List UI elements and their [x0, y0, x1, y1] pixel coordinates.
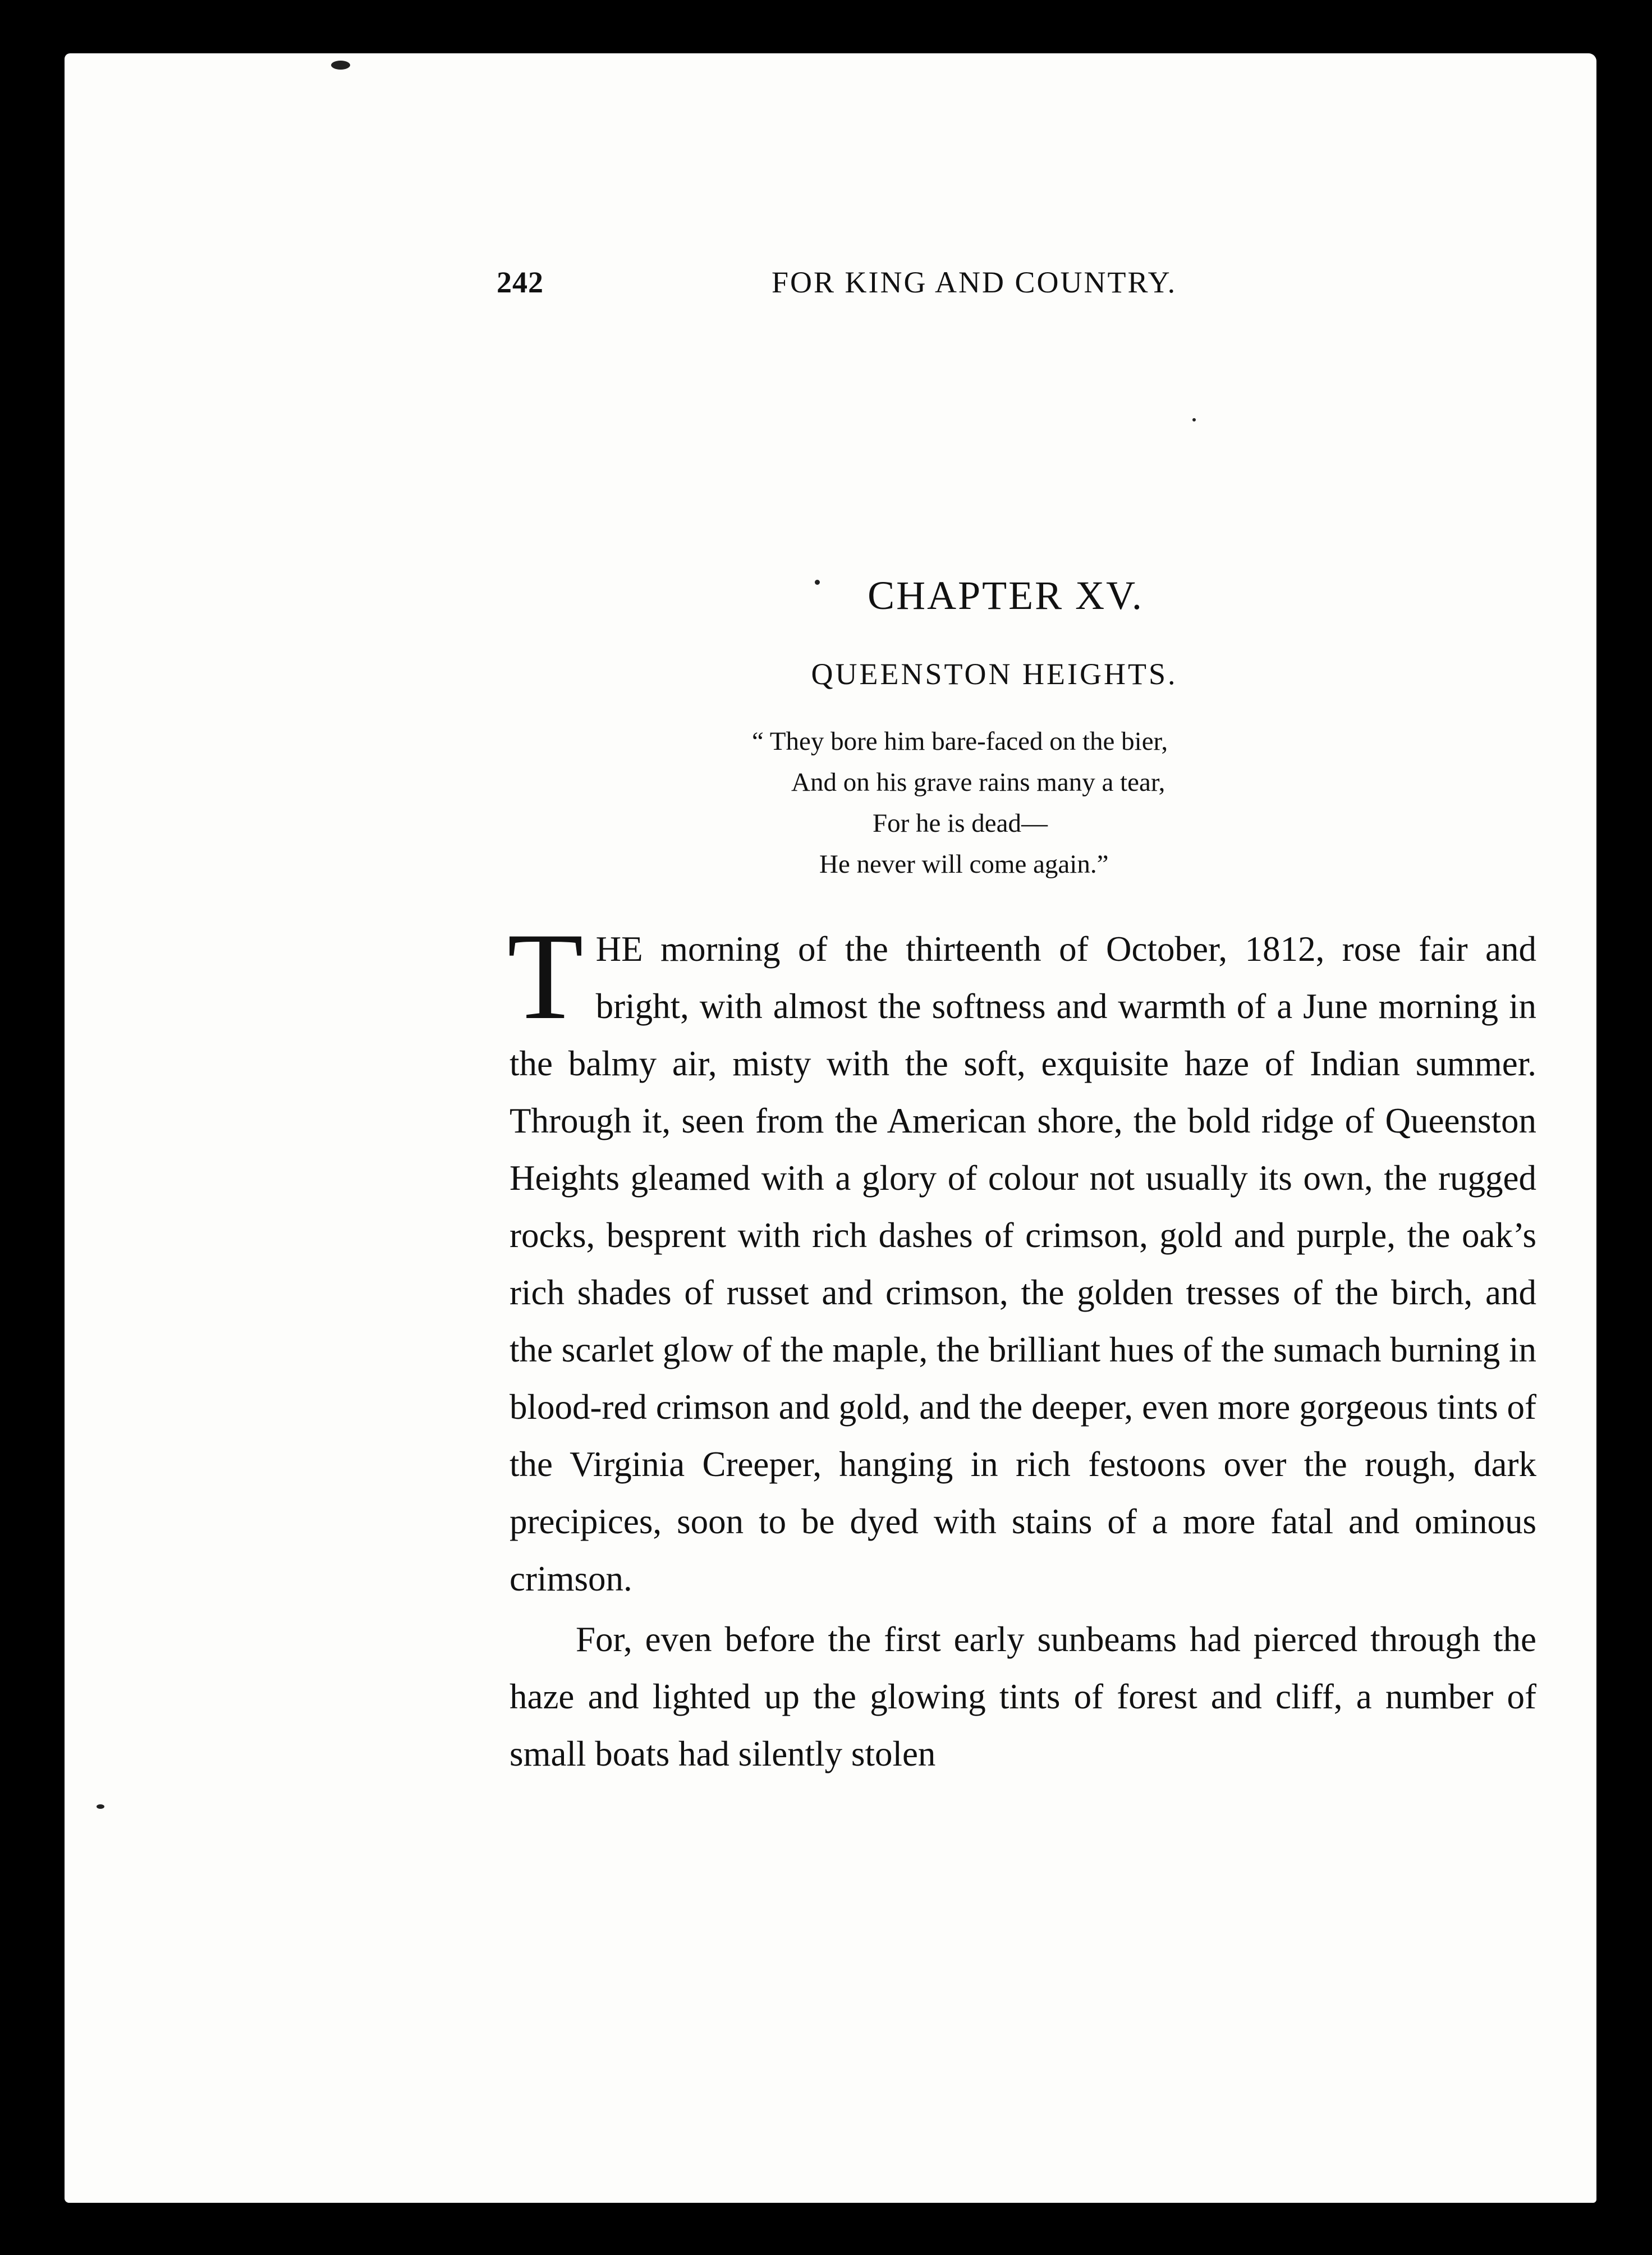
epigraph-line: He never will come again.” — [819, 850, 1109, 879]
running-head: FOR KING AND COUNTRY. — [772, 265, 1177, 299]
page-number: 242 — [497, 265, 544, 299]
chapter-title: CHAPTER XV. — [868, 573, 1144, 618]
scan-speck — [815, 580, 820, 585]
scan-speck — [97, 1804, 104, 1809]
paragraph: THE morning of the thirteenth of October, 1812, rose fair and bright, with almost the softness and warmth of a June morning in the balmy air, misty with the soft, exquisite haze of Indian summer. Through it, seen from the American shore, the bold ridge of Queenston Heights gleamed with a glory of colour not usually its own, the rugged rocks, besprent with rich dashes of crimson, gold and purple, the oak’s rich shades of russet and crimson, the golden tresses of the birch, and the scarlet glow of the maple, the brilliant hues of the sumach burning in blood-red crimson and gold, and the deeper, even more gorgeous tints of the Virginia Creeper, hanging in rich festoons over the rough, dark precipices, soon to be dyed with stains of a more fatal and ominous crimson. — [507, 907, 1537, 1598]
paragraph: For, even before the first early sunbeams had pierced through the haze and lighted up the glowing tints of forest and cliff, a number of small boats had silently stolen — [510, 1620, 1536, 1773]
scan-speck — [1192, 418, 1196, 421]
epigraph-line: “ They bore him bare-faced on the bier, — [752, 727, 1168, 756]
epigraph-line: And on his grave rains many a tear, — [791, 768, 1165, 797]
page-header — [497, 265, 1249, 310]
epigraph-line: For he is dead— — [873, 809, 1048, 838]
epigraph — [752, 721, 1168, 885]
scan-speck — [331, 61, 350, 70]
chapter-subtitle: QUEENSTON HEIGHTS. — [811, 657, 1178, 691]
body-text — [507, 907, 1537, 1782]
